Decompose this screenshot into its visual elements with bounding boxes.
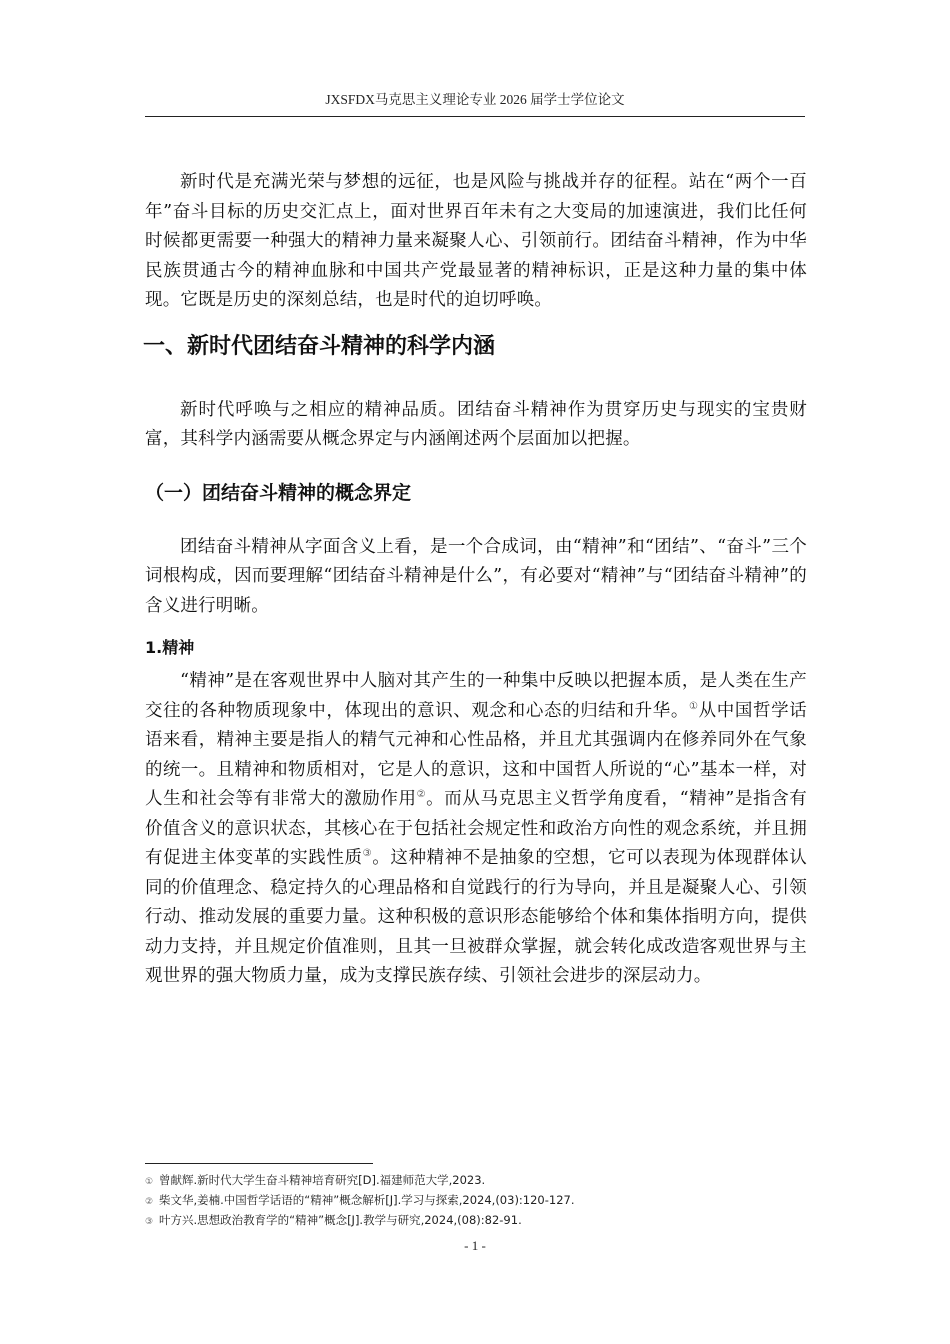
intro-paragraph: 新时代是充满光荣与梦想的远征，也是风险与挑战并存的征程。站在“两个一百年”奋斗目标的历史交汇点上，面对世界百年未有之大变局的加速演进，我们比任何时候都更需要一种强大的精神力量来凝聚人心、引领前行。团结奋斗精神，作为中华民族贯通古今的精神血脉和中国共产党最显著的精神标识，正是这种力量的集中体现。它既是历史的深刻总结，也是时代的迫切呼唤。: [145, 172, 807, 310]
footnote-text-1: 曾献辉.新时代大学生奋斗精神培育研究[D].福建师范大学,2023.: [159, 1173, 486, 1187]
footnote-ref-3[interactable]: ③: [362, 848, 373, 860]
subsection-heading: （一）团结奋斗精神的概念界定: [145, 481, 412, 504]
spirit-text-1: “精神”是在客观世界中人脑对其产生的一种集中反映以把握本质，是人类在生产交往的各种物质现象中，体现出的意识、观念和心态的归结和升华。: [145, 671, 807, 721]
footnote-mark-1: ①: [145, 1177, 154, 1187]
spirit-paragraph: [145, 667, 807, 992]
footnote-3: [145, 1211, 807, 1231]
footnote-2: [145, 1191, 807, 1211]
footnote-mark-3: ③: [145, 1217, 154, 1227]
page-number: - 1 -: [464, 1238, 486, 1253]
spirit-text-4: 。这种精神不是抽象的空想，它可以表现为体现群体认同的价值理念、稳定持久的心理品格和自觉践行的行为导向，并且是凝聚人心、引领行动、推动发展的重要力量。这种积极的意识形态能够给个体和集体指明方向，提供动力支持，并且规定价值准则，且其一旦被群众掌握，就会转化成改造客观世界与主观世界的强大物质力量，成为支撑民族存续、引领社会进步的深层动力。: [145, 848, 807, 986]
spirit-text-2: 从中国哲学话语来看，精神主要是指人的精气元神和心性品格，并且尤其强调内在修养同外在气象的统一。且精神和物质相对，它是人的意识，这和中国哲人所说的“心”基本一样，对人生和社会等有非常大的激励作用: [145, 700, 808, 809]
section-heading: 一、新时代团结奋斗精神的科学内涵: [143, 333, 496, 359]
footnote-ref-2[interactable]: ②: [416, 789, 427, 801]
footnote-divider: [145, 1163, 373, 1164]
footnotes: [145, 1171, 807, 1231]
header-title: JXSFDX马克思主义理论专业 2026 届学士学位论文: [325, 92, 625, 107]
running-header: [145, 90, 805, 117]
footnote-1: [145, 1171, 807, 1191]
body-content: [145, 168, 807, 992]
section-intro-paragraph: 新时代呼唤与之相应的精神品质。团结奋斗精神作为贯穿历史与现实的宝贵财富，其科学内涵需要从概念界定与内涵阐述两个层面加以把握。: [145, 399, 807, 449]
concept-paragraph: 团结奋斗精神从字面含义上看，是一个合成词，由“精神”和“团结”、“奋斗”三个词根构成，因而要理解“团结奋斗精神是什么”，有必要对“精神”与“团结奋斗精神”的含义进行明晰。: [145, 536, 807, 616]
footnote-mark-2: ②: [145, 1197, 154, 1207]
spirit-text-3: 。而从马克思主义哲学角度看，“精神”是指含有价值含义的意识状态，其核心在于包括社会规定性和政治方向性的观念系统，并且拥有促进主体变革的实践性质: [145, 789, 807, 868]
footnote-ref-1[interactable]: ①: [689, 700, 699, 712]
footnote-text-3: 叶方兴.思想政治教育学的“精神”概念[J].教学与研究,2024,(08):82-91.: [159, 1213, 522, 1227]
footnote-text-2: 柴文华,姜楠.中国哲学话语的“精神”概念解析[J].学习与探索,2024,(03):120-127.: [159, 1193, 575, 1207]
item-heading: 1.精神: [145, 638, 195, 657]
